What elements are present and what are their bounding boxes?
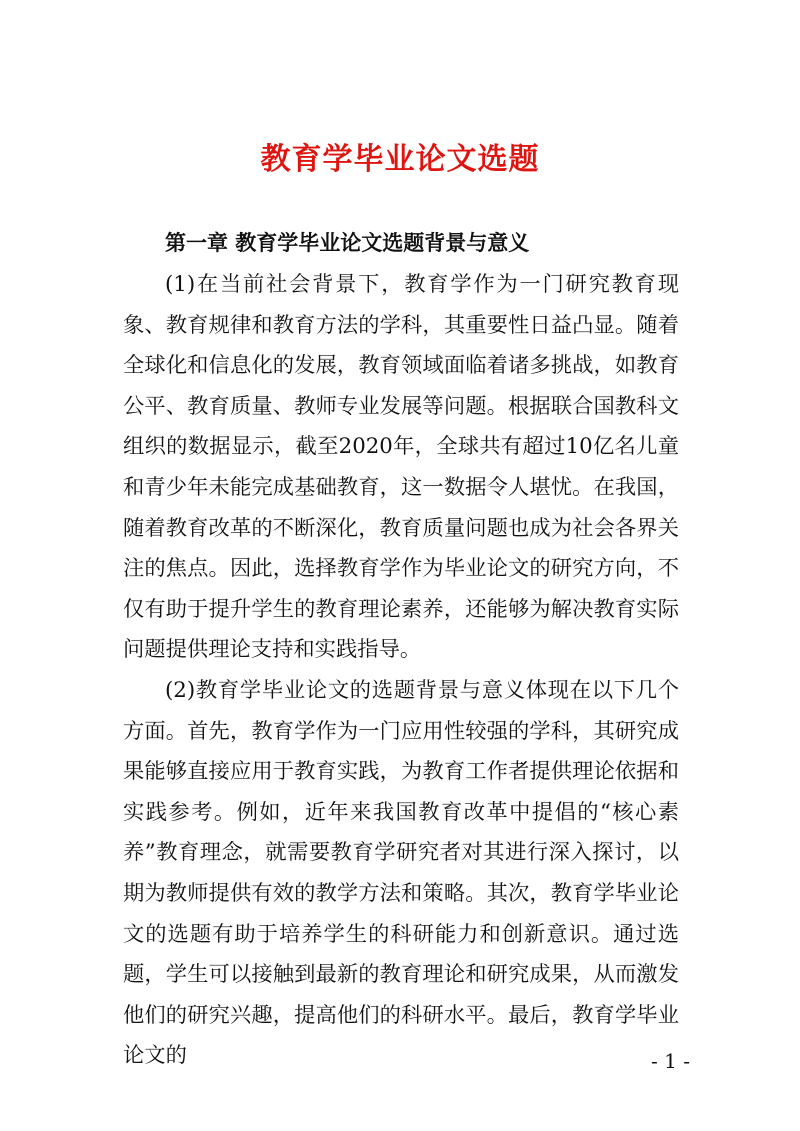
paragraph-1: (1)在当前社会背景下，教育学作为一门研究教育现象、教育规律和教育方法的学科，其重要性日益凸显。随着全球化和信息化的发展，教育领域面临着诸多挑战，如教育公平、教育质量、教师专业发展等问题。根据联合国教科文组织的数据显示，截至2020年，全球共有超过10亿名儿童和青少年未能完成基础教育，这一数据令人堪忧。在我国，随着教育改革的不断深化，教育质量问题也成为社会各界关注的焦点。因此，选择教育学作为毕业论文的研究方向，不仅有助于提升学生的教育理论素养，还能够为解决教育实际问题提供理论支持和实践指导。 xyxy=(123,272,679,663)
page-number: - 1 - xyxy=(651,1049,690,1073)
paragraph-2: (2)教育学毕业论文的选题背景与意义体现在以下几个方面。首先，教育学作为一门应用性较强的学科，其研究成果能够直接应用于教育实践，为教育工作者提供理论依据和实践参考。例如，近年来我国教育改革中提倡的“核心素养”教育理念，就需要教育学研究者对其进行深入探讨，以期为教师提供有效的教学方法和策略。其次，教育学毕业论文的选题有助于培养学生的科研能力和创新意识。通过选题，学生可以接触到最新的教育理论和研究成果，从而激发他们的研究兴趣，提高他们的科研水平。最后，教育学毕业论文的 xyxy=(123,677,679,1069)
body-text xyxy=(123,265,679,1077)
chapter-heading: 第一章 教育学毕业论文选题背景与意义 xyxy=(165,231,530,255)
document-title: 教育学毕业论文选题 xyxy=(260,142,540,177)
